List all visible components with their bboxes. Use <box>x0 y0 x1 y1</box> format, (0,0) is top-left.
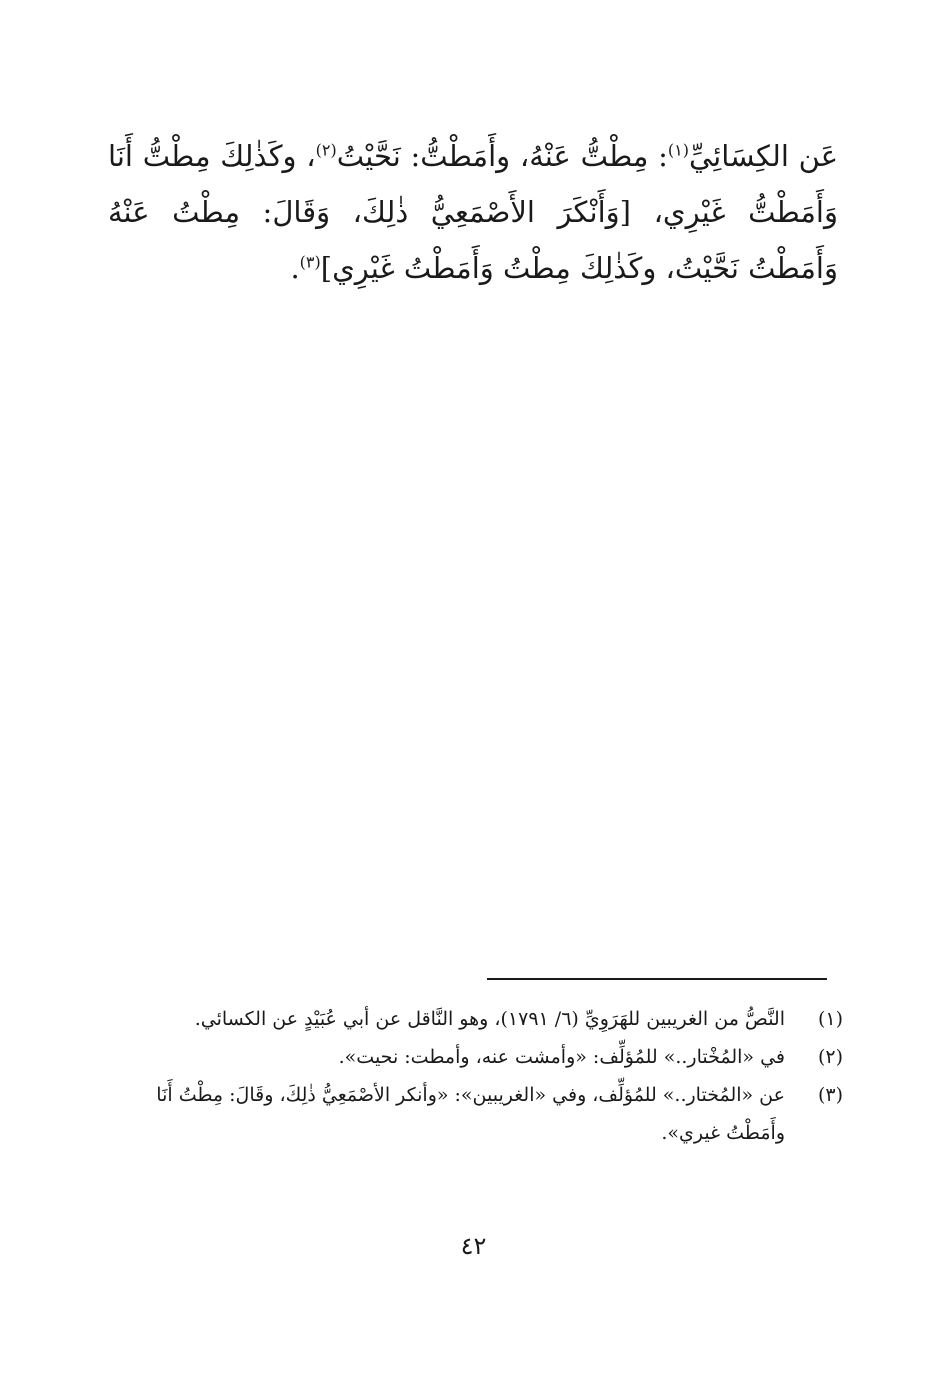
footnote-text: النَّصُّ من الغريبين للهَرَوِيِّ (٦/ ١٧٩١)، وهو النَّاقل عن أبي عُبَيْدٍ عن الكسائي. <box>194 1008 785 1030</box>
footnote-divider <box>487 978 827 980</box>
main-text-segment-1: عَن الكِسَائِيِّ <box>689 139 838 173</box>
footnote-ref-2[interactable]: (٢) <box>315 140 337 160</box>
main-paragraph <box>108 128 838 296</box>
footnotes-list <box>108 1000 843 1152</box>
footnote-ref-1[interactable]: (١) <box>667 140 690 160</box>
main-text-segment-2: : مِطْتُّ عَنْهُ، وأَمَطْتُّ: نَحَّيْتُ <box>336 139 668 173</box>
footnote-1 <box>108 1000 843 1038</box>
page-number: ٤٢ <box>460 1232 487 1260</box>
footnote-number: (٢) <box>817 1046 843 1068</box>
footnote-number: (١) <box>817 1008 843 1030</box>
footnote-ref-3[interactable]: (٣) <box>299 252 321 272</box>
footnote-2 <box>108 1038 843 1076</box>
footnote-text: عن «المُختار..» للمُؤلِّف، وفي «الغريبين»: «وأنكر الأصْمَعِيُّ ذٰلِكَ، وقَالَ: مِطْتُ أَنَا وأَمَطْتُ غيري». <box>156 1084 785 1144</box>
main-text-segment-4: . <box>290 251 300 285</box>
footnote-text: في «المُخْتار..» للمُؤلِّف: «وأمشت عنه، وأمطت: نحيت». <box>338 1046 785 1068</box>
footnote-3 <box>108 1076 843 1152</box>
footnote-number: (٣) <box>817 1084 843 1106</box>
main-text-segment-3: ، وكَذٰلِكَ مِطْتُّ أَنَا وَأَمَطْتُّ غَيْرِي، [وَأَنْكَرَ الأَصْمَعِيُّ ذٰلِكَ، وَقَالَ: مِطْتُ عَنْهُ وَأَمَطْتُ نَحَّيْتُ، وكَذٰلِكَ مِطْتُ وَأَمَطْتُ غَيْرِي] <box>108 139 838 285</box>
